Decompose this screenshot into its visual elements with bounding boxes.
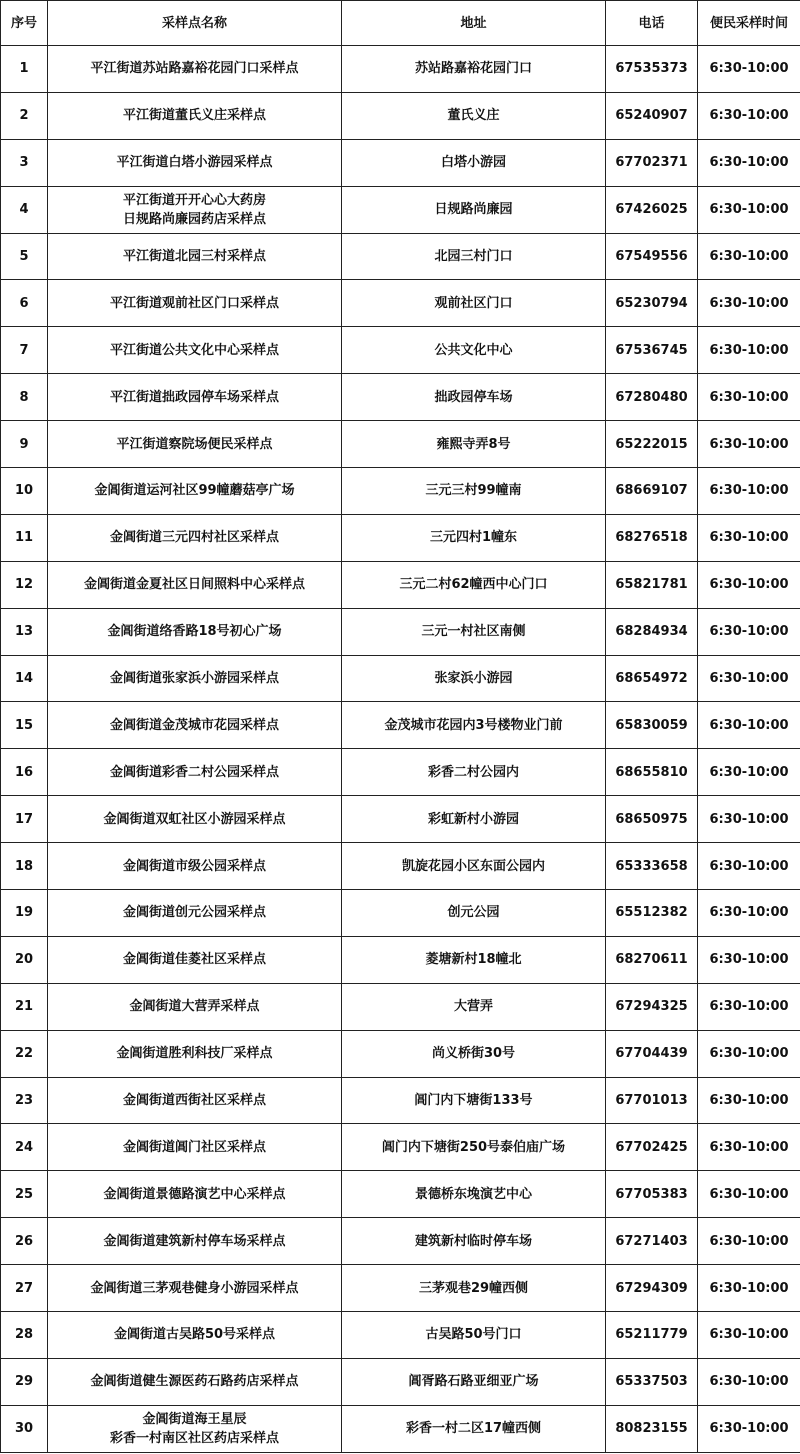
sampling-time-cell: 6:30-10:00 xyxy=(698,468,800,515)
row-index: 21 xyxy=(1,983,48,1030)
address-cell: 董氏义庄 xyxy=(342,92,606,139)
sampling-time-cell: 6:30-10:00 xyxy=(698,280,800,327)
phone-cell: 68655810 xyxy=(606,749,698,796)
header-index: 序号 xyxy=(1,1,48,46)
sampling-time-cell: 6:30-10:00 xyxy=(698,561,800,608)
site-name-cell xyxy=(48,1265,342,1312)
site-name-cell xyxy=(48,936,342,983)
site-name-line: 平江街道白塔小游园采样点 xyxy=(116,155,273,171)
table-row xyxy=(1,936,800,983)
site-name-line: 金阊街道三元四村社区采样点 xyxy=(109,530,279,546)
table-row xyxy=(1,468,800,515)
site-name-line: 金阊街道络香路18号初心广场 xyxy=(107,624,282,640)
sampling-time-cell: 6:30-10:00 xyxy=(698,655,800,702)
site-name-cell xyxy=(48,1124,342,1171)
address-cell: 凯旋花园小区东面公园内 xyxy=(342,843,606,890)
site-name-line: 金阊街道创元公园采样点 xyxy=(122,905,266,921)
table-row xyxy=(1,702,800,749)
site-name-cell xyxy=(48,1077,342,1124)
phone-cell: 68650975 xyxy=(606,796,698,843)
row-index: 8 xyxy=(1,374,48,421)
table-row xyxy=(1,1265,800,1312)
site-name-cell xyxy=(48,1405,342,1452)
phone-cell: 68270611 xyxy=(606,936,698,983)
row-index: 23 xyxy=(1,1077,48,1124)
row-index: 19 xyxy=(1,890,48,937)
row-index: 18 xyxy=(1,843,48,890)
site-name-line: 金阊街道佳菱社区采样点 xyxy=(122,952,266,968)
table-row xyxy=(1,327,800,374)
sampling-time-cell: 6:30-10:00 xyxy=(698,890,800,937)
address-cell: 创元公园 xyxy=(342,890,606,937)
phone-cell: 65211779 xyxy=(606,1312,698,1359)
sampling-time-cell: 6:30-10:00 xyxy=(698,233,800,280)
sampling-time-cell: 6:30-10:00 xyxy=(698,749,800,796)
address-cell: 三元一村社区南侧 xyxy=(342,608,606,655)
site-name-line: 平江街道观前社区门口采样点 xyxy=(109,295,279,311)
site-name-cell xyxy=(48,608,342,655)
row-index: 4 xyxy=(1,186,48,233)
address-cell: 阊门内下塘街250号泰伯庙广场 xyxy=(342,1124,606,1171)
sampling-time-cell: 6:30-10:00 xyxy=(698,983,800,1030)
sampling-time-cell: 6:30-10:00 xyxy=(698,1312,800,1359)
row-index: 22 xyxy=(1,1030,48,1077)
phone-cell: 67705383 xyxy=(606,1171,698,1218)
site-name-cell xyxy=(48,374,342,421)
table-row xyxy=(1,1312,800,1359)
site-name-cell xyxy=(48,233,342,280)
table-row xyxy=(1,374,800,421)
address-cell: 彩香二村公园内 xyxy=(342,749,606,796)
site-name-cell xyxy=(48,46,342,93)
sampling-time-cell: 6:30-10:00 xyxy=(698,186,800,233)
row-index: 17 xyxy=(1,796,48,843)
sampling-time-cell: 6:30-10:00 xyxy=(698,608,800,655)
site-name-line: 彩香一村南区社区药店采样点 xyxy=(109,1430,279,1446)
site-name-line: 金阊街道景德路演艺中心采样点 xyxy=(103,1186,286,1202)
sampling-time-cell: 6:30-10:00 xyxy=(698,374,800,421)
site-name-line: 金阊街道阊门社区采样点 xyxy=(122,1139,266,1155)
header-row xyxy=(1,1,800,46)
address-cell: 三元三村99幢南 xyxy=(342,468,606,515)
site-name-line: 金阊街道海王星辰 xyxy=(142,1411,247,1427)
address-cell: 金茂城市花园内3号楼物业门前 xyxy=(342,702,606,749)
phone-cell: 68276518 xyxy=(606,514,698,561)
address-cell: 建筑新村临时停车场 xyxy=(342,1218,606,1265)
table-row xyxy=(1,1218,800,1265)
phone-cell: 67704439 xyxy=(606,1030,698,1077)
phone-cell: 67426025 xyxy=(606,186,698,233)
site-name-line: 金阊街道西街社区采样点 xyxy=(122,1093,266,1109)
row-index: 3 xyxy=(1,139,48,186)
phone-cell: 65830059 xyxy=(606,702,698,749)
phone-cell: 67271403 xyxy=(606,1218,698,1265)
row-index: 6 xyxy=(1,280,48,327)
site-name-cell xyxy=(48,1312,342,1359)
row-index: 13 xyxy=(1,608,48,655)
table-row xyxy=(1,139,800,186)
site-name-line: 平江街道开开心心大药房 xyxy=(122,192,266,208)
phone-cell: 65337503 xyxy=(606,1358,698,1405)
phone-cell: 67294325 xyxy=(606,983,698,1030)
table-row xyxy=(1,1171,800,1218)
site-name-cell xyxy=(48,890,342,937)
site-name-line: 金阊街道彩香二村公园采样点 xyxy=(109,764,279,780)
sampling-time-cell: 6:30-10:00 xyxy=(698,514,800,561)
phone-cell: 65821781 xyxy=(606,561,698,608)
site-name-cell xyxy=(48,421,342,468)
sampling-time-cell: 6:30-10:00 xyxy=(698,327,800,374)
table-row xyxy=(1,983,800,1030)
table-header xyxy=(1,1,800,46)
row-index: 9 xyxy=(1,421,48,468)
phone-cell: 65240907 xyxy=(606,92,698,139)
phone-cell: 68654972 xyxy=(606,655,698,702)
phone-cell: 67702371 xyxy=(606,139,698,186)
address-cell: 景德桥东堍演艺中心 xyxy=(342,1171,606,1218)
address-cell: 雍熙寺弄8号 xyxy=(342,421,606,468)
site-name-cell xyxy=(48,514,342,561)
address-cell: 三元二村62幢西中心门口 xyxy=(342,561,606,608)
address-cell: 彩香一村二区17幢西侧 xyxy=(342,1405,606,1452)
row-index: 12 xyxy=(1,561,48,608)
sampling-time-cell: 6:30-10:00 xyxy=(698,796,800,843)
site-name-line: 金阊街道双虹社区小游园采样点 xyxy=(103,811,286,827)
row-index: 5 xyxy=(1,233,48,280)
site-name-line: 金阊街道运河社区99幢蘑菇亭广场 xyxy=(94,483,295,499)
address-cell: 观前社区门口 xyxy=(342,280,606,327)
row-index: 16 xyxy=(1,749,48,796)
site-name-cell xyxy=(48,327,342,374)
row-index: 24 xyxy=(1,1124,48,1171)
table-row xyxy=(1,1358,800,1405)
table-row xyxy=(1,749,800,796)
sampling-time-cell: 6:30-10:00 xyxy=(698,1218,800,1265)
site-name-cell xyxy=(48,702,342,749)
site-name-cell xyxy=(48,1218,342,1265)
sampling-time-cell: 6:30-10:00 xyxy=(698,1030,800,1077)
row-index: 14 xyxy=(1,655,48,702)
address-cell: 北园三村门口 xyxy=(342,233,606,280)
site-name-cell xyxy=(48,1171,342,1218)
site-name-line: 平江街道拙政园停车场采样点 xyxy=(109,389,279,405)
site-name-cell xyxy=(48,186,342,233)
site-name-line: 金阊街道胜利科技厂采样点 xyxy=(116,1046,273,1062)
table-row xyxy=(1,1124,800,1171)
table-row xyxy=(1,655,800,702)
sampling-time-cell: 6:30-10:00 xyxy=(698,1358,800,1405)
table-row xyxy=(1,233,800,280)
row-index: 10 xyxy=(1,468,48,515)
site-name-cell xyxy=(48,468,342,515)
row-index: 1 xyxy=(1,46,48,93)
site-name-line: 平江街道公共文化中心采样点 xyxy=(109,342,279,358)
table-row xyxy=(1,843,800,890)
address-cell: 苏站路嘉裕花园门口 xyxy=(342,46,606,93)
address-cell: 阊门内下塘街133号 xyxy=(342,1077,606,1124)
sampling-time-cell: 6:30-10:00 xyxy=(698,46,800,93)
row-index: 30 xyxy=(1,1405,48,1452)
row-index: 28 xyxy=(1,1312,48,1359)
table-row xyxy=(1,514,800,561)
header-address: 地址 xyxy=(342,1,606,46)
table-row xyxy=(1,186,800,233)
site-name-line: 平江街道北园三村采样点 xyxy=(122,249,266,264)
table-row xyxy=(1,280,800,327)
address-cell: 古吴路50号门口 xyxy=(342,1312,606,1359)
site-name-cell xyxy=(48,139,342,186)
header-phone: 电话 xyxy=(606,1,698,46)
row-index: 20 xyxy=(1,936,48,983)
site-name-line: 金阊街道张家浜小游园采样点 xyxy=(109,671,279,687)
site-name-cell xyxy=(48,280,342,327)
sampling-time-cell: 6:30-10:00 xyxy=(698,936,800,983)
phone-cell: 67701013 xyxy=(606,1077,698,1124)
table-row xyxy=(1,608,800,655)
site-name-cell xyxy=(48,843,342,890)
address-cell: 拙政园停车场 xyxy=(342,374,606,421)
site-name-line: 金阊街道三茅观巷健身小游园采样点 xyxy=(90,1280,299,1296)
table-row xyxy=(1,890,800,937)
address-cell: 张家浜小游园 xyxy=(342,655,606,702)
site-name-cell xyxy=(48,1358,342,1405)
site-name-cell xyxy=(48,92,342,139)
address-cell: 尚义桥街30号 xyxy=(342,1030,606,1077)
site-name-line: 金阊街道建筑新村停车场采样点 xyxy=(103,1233,286,1249)
site-name-line: 金阊街道健生源医药石路药店采样点 xyxy=(90,1374,299,1390)
row-index: 7 xyxy=(1,327,48,374)
row-index: 2 xyxy=(1,92,48,139)
address-cell: 菱塘新村18幢北 xyxy=(342,936,606,983)
site-name-cell xyxy=(48,1030,342,1077)
phone-cell: 67536745 xyxy=(606,327,698,374)
site-name-line: 金阊街道金夏社区日间照料中心采样点 xyxy=(83,577,305,593)
sampling-time-cell: 6:30-10:00 xyxy=(698,1124,800,1171)
site-name-cell xyxy=(48,655,342,702)
phone-cell: 68284934 xyxy=(606,608,698,655)
sampling-time-cell: 6:30-10:00 xyxy=(698,139,800,186)
table-row xyxy=(1,561,800,608)
sampling-time-cell: 6:30-10:00 xyxy=(698,421,800,468)
phone-cell: 65222015 xyxy=(606,421,698,468)
site-name-line: 金阊街道市级公园采样点 xyxy=(122,858,266,874)
phone-cell: 67549556 xyxy=(606,233,698,280)
phone-cell: 67535373 xyxy=(606,46,698,93)
phone-cell: 65333658 xyxy=(606,843,698,890)
header-site-name: 采样点名称 xyxy=(48,1,342,46)
row-index: 25 xyxy=(1,1171,48,1218)
site-name-line: 平江街道察院场便民采样点 xyxy=(116,436,273,452)
sampling-time-cell: 6:30-10:00 xyxy=(698,702,800,749)
table-row xyxy=(1,92,800,139)
table-body xyxy=(1,46,800,1453)
phone-cell: 68669107 xyxy=(606,468,698,515)
row-index: 15 xyxy=(1,702,48,749)
sampling-time-cell: 6:30-10:00 xyxy=(698,843,800,890)
site-name-line: 金阊街道金茂城市花园采样点 xyxy=(109,717,279,733)
address-cell: 日规路尚廉园 xyxy=(342,186,606,233)
site-name-cell xyxy=(48,983,342,1030)
address-cell: 三元四村1幢东 xyxy=(342,514,606,561)
table-row xyxy=(1,1405,800,1452)
site-name-cell xyxy=(48,749,342,796)
site-name-line: 金阊街道古吴路50号采样点 xyxy=(113,1327,276,1343)
address-cell: 公共文化中心 xyxy=(342,327,606,374)
phone-cell: 67294309 xyxy=(606,1265,698,1312)
address-cell: 大营弄 xyxy=(342,983,606,1030)
sampling-time-cell: 6:30-10:00 xyxy=(698,1171,800,1218)
address-cell: 彩虹新村小游园 xyxy=(342,796,606,843)
row-index: 11 xyxy=(1,514,48,561)
site-name-cell xyxy=(48,561,342,608)
phone-cell: 67702425 xyxy=(606,1124,698,1171)
table-row xyxy=(1,796,800,843)
table-row xyxy=(1,421,800,468)
phone-cell: 65512382 xyxy=(606,890,698,937)
row-index: 26 xyxy=(1,1218,48,1265)
sampling-time-cell: 6:30-10:00 xyxy=(698,1265,800,1312)
phone-cell: 80823155 xyxy=(606,1405,698,1452)
sampling-time-cell: 6:30-10:00 xyxy=(698,92,800,139)
phone-cell: 67280480 xyxy=(606,374,698,421)
header-sampling-time: 便民采样时间 xyxy=(698,1,800,46)
address-cell: 白塔小游园 xyxy=(342,139,606,186)
site-name-line: 平江街道苏站路嘉裕花园门口采样点 xyxy=(90,61,299,77)
table-row xyxy=(1,1030,800,1077)
table-row xyxy=(1,46,800,93)
site-name-line: 平江街道董氏义庄采样点 xyxy=(122,108,266,124)
row-index: 29 xyxy=(1,1358,48,1405)
sampling-time-cell: 6:30-10:00 xyxy=(698,1077,800,1124)
phone-cell: 65230794 xyxy=(606,280,698,327)
site-name-line: 金阊街道大营弄采样点 xyxy=(129,999,260,1015)
site-name-line: 日规路尚廉园药店采样点 xyxy=(122,211,266,227)
sampling-time-cell: 6:30-10:00 xyxy=(698,1405,800,1452)
site-name-cell xyxy=(48,796,342,843)
table-row xyxy=(1,1077,800,1124)
address-cell: 阊胥路石路亚细亚广场 xyxy=(342,1358,606,1405)
address-cell: 三茅观巷29幢西侧 xyxy=(342,1265,606,1312)
row-index: 27 xyxy=(1,1265,48,1312)
